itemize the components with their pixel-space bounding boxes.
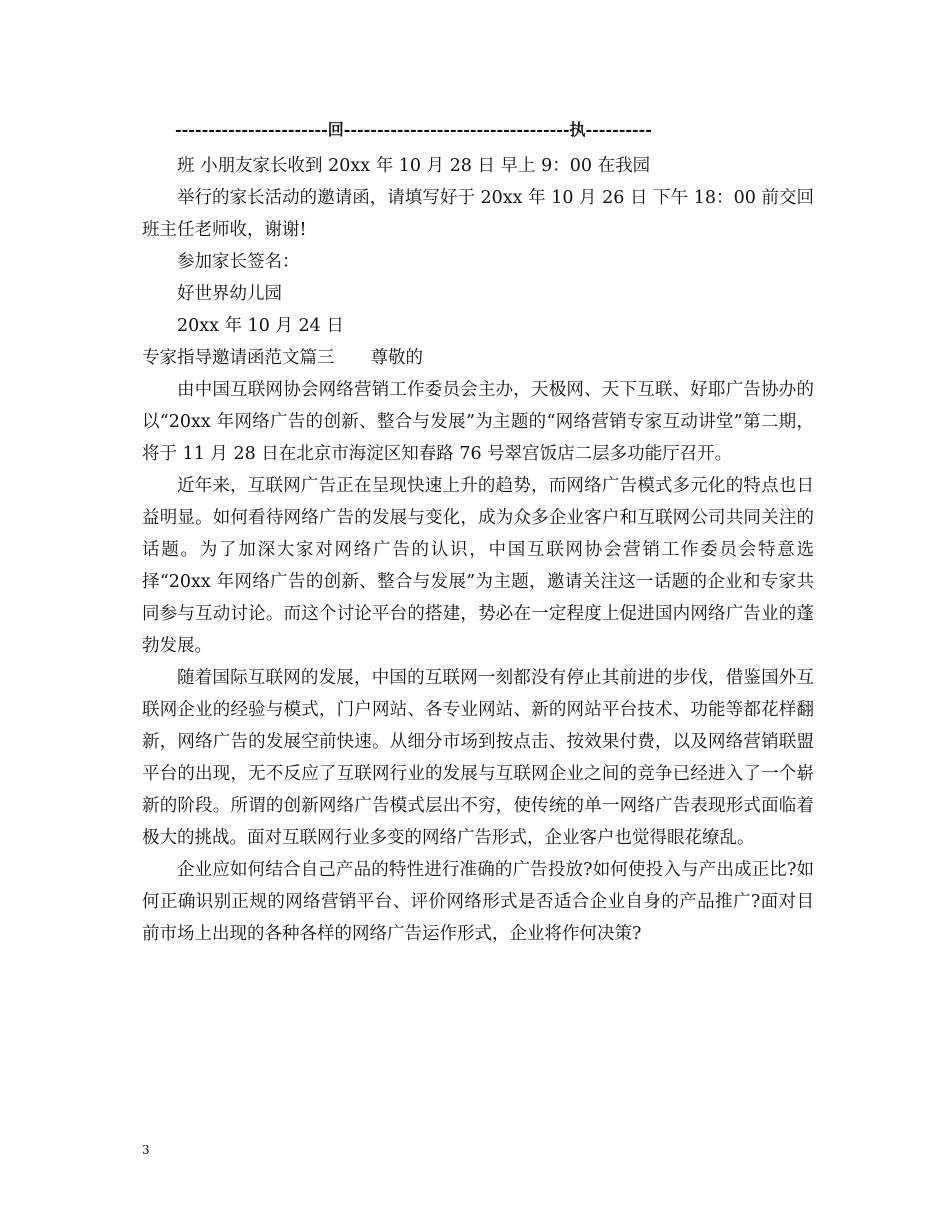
body-paragraph: 近年来，互联网广告正在呈现快速上升的趋势，而网络广告模式多元化的特点也日益明显。如何看待网络广告的发展与变化，成为众多企业客户和互联网公司共同关注的话题。为了加深大家对网络广告的认识，中国互联网协会营销工作委员会特意选择“20xx 年网络广告的创新、整合与发展”为主题，邀请关注这一话题的企业和专家共同参与互动讨论。而这个讨论平台的搭建，势必在一定程度上促进国内网络广告业的蓬勃发展。 <box>142 476 814 656</box>
reply-slip-line: 班 小朋友家长收到 20xx 年 10 月 28 日 早上 9：00 在我园 <box>177 156 651 176</box>
document-body <box>142 150 814 950</box>
reply-slip-paragraph: 举行的家长活动的邀请函，请填写好于 20xx 年 10 月 26 日 下午 18：00 前交回班主任老师收，谢谢! <box>142 188 814 240</box>
organization-name: 好世界幼儿园 <box>177 284 282 304</box>
section-title: 专家指导邀请函范文篇三 <box>142 348 335 368</box>
body-paragraph: 由中国互联网协会网络营销工作委员会主办，天极网、天下互联、好耶广告协办的以“20xx 年网络广告的创新、整合与发展”为主题的“网络营销专家互动讲堂”第二期，将于 11 月 28 日在北京市海淀区知春路 76 号翠宫饭店二层多功能厅召开。 <box>142 380 814 464</box>
reply-slip-divider: -----------------------回----------------------------------执---------- <box>175 120 652 139</box>
page-number: 3 <box>142 1143 150 1157</box>
reply-slip-date: 20xx 年 10 月 24 日 <box>177 316 344 336</box>
salutation: 尊敬的 <box>370 348 423 368</box>
body-paragraph: 随着国际互联网的发展，中国的互联网一刻都没有停止其前进的步伐，借鉴国外互联网企业的经验与模式，门户网站、各专业网站、新的网站平台技术、功能等都花样翻新，网络广告的发展空前快速。从细分市场到按点击、按效果付费，以及网络营销联盟平台的出现，无不反应了互联网行业的发展与互联网企业之间的竞争已经进入了一个崭新的阶段。所谓的创新网络广告模式层出不穷，使传统的单一网络广告表现形式面临着极大的挑战。面对互联网行业多变的网络广告形式，企业客户也觉得眼花缭乱。 <box>142 668 814 848</box>
body-paragraph: 企业应如何结合自己产品的特性进行准确的广告投放?如何使投入与产出成正比?如何正确识别正规的网络营销平台、评价网络形式是否适合企业自身的产品推广?面对目前市场上出现的各种各样的网络广告运作形式，企业将作何决策? <box>142 860 814 944</box>
signature-label: 参加家长签名： <box>177 252 300 272</box>
section-heading <box>142 342 814 374</box>
